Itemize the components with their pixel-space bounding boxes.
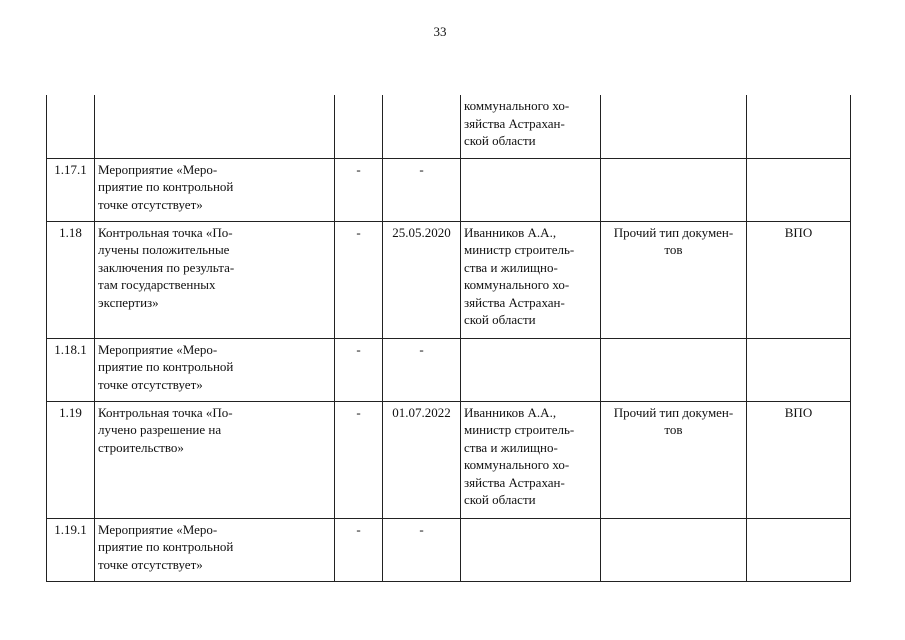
page-number: 33	[433, 24, 447, 39]
responsible-cell	[461, 95, 601, 158]
responsible-cell	[461, 338, 601, 401]
event-name-cell-line: точке отсутствует»	[98, 376, 203, 392]
event-name-cell-line: приятие по контрольной	[98, 539, 234, 554]
control-level-cell	[747, 338, 851, 401]
table-row	[47, 401, 851, 518]
responsible-cell-line: коммунального хо-	[464, 457, 570, 472]
event-name-cell	[95, 401, 335, 518]
responsible-cell-line: зяйства Астрахан-	[464, 294, 565, 310]
document-type-cell	[601, 95, 747, 158]
start-date-cell: -	[335, 401, 383, 518]
document-type-cell	[601, 221, 747, 338]
event-name-cell	[95, 95, 335, 158]
responsible-cell-line: Иванников А.А.,	[464, 224, 557, 240]
control-level-cell: ВПО	[747, 401, 851, 518]
event-name-cell-line: лучено разрешение на	[98, 422, 222, 437]
table-row	[47, 95, 851, 158]
document-type-cell	[601, 401, 747, 518]
responsible-cell	[461, 221, 601, 338]
document-type-cell-line: тов	[664, 242, 683, 257]
start-date-cell: -	[335, 518, 383, 581]
event-name-cell	[95, 518, 335, 581]
responsible-cell	[461, 401, 601, 518]
event-name-cell-line: приятие по контрольной	[98, 359, 234, 374]
event-name-cell-line: лучены положительные	[98, 242, 230, 257]
document-type-cell	[601, 338, 747, 401]
row-number-cell: 1.19.1	[47, 518, 95, 581]
table-row	[47, 338, 851, 401]
responsible-cell-line: министр строитель-	[464, 242, 575, 257]
responsible-cell-line: ской области	[464, 492, 536, 507]
responsible-cell	[461, 518, 601, 581]
table-row	[47, 221, 851, 338]
control-points-table	[46, 95, 851, 582]
end-date-cell: 25.05.2020	[383, 221, 461, 338]
event-name-cell-line: Мероприятие «Меро-	[98, 161, 218, 177]
responsible-cell-line: Иванников А.А.,	[464, 404, 557, 420]
event-name-cell	[95, 221, 335, 338]
event-name-cell-line: заключения по результа-	[98, 259, 235, 275]
control-level-cell	[747, 158, 851, 221]
event-name-cell-line: Мероприятие «Меро-	[98, 521, 218, 537]
event-name-cell-line: точке отсутствует»	[98, 196, 203, 212]
responsible-cell-line: зяйства Астрахан-	[464, 115, 565, 131]
responsible-cell-line: коммунального хо-	[464, 98, 570, 113]
document-type-cell-line: тов	[664, 422, 683, 437]
event-name-cell	[95, 338, 335, 401]
start-date-cell	[335, 95, 383, 158]
row-number-cell	[47, 95, 95, 158]
table-row	[47, 158, 851, 221]
end-date-cell: -	[383, 158, 461, 221]
row-number-cell: 1.17.1	[47, 158, 95, 221]
event-name-cell	[95, 158, 335, 221]
start-date-cell: -	[335, 338, 383, 401]
event-name-cell-line: строительство»	[98, 439, 184, 455]
control-level-cell	[747, 95, 851, 158]
document-type-cell	[601, 518, 747, 581]
document-type-cell	[601, 158, 747, 221]
row-number-cell: 1.19	[47, 401, 95, 518]
responsible-cell-line: ства и жилищно-	[464, 259, 558, 275]
start-date-cell: -	[335, 221, 383, 338]
event-name-cell-line: Мероприятие «Меро-	[98, 341, 218, 357]
table-row	[47, 518, 851, 581]
responsible-cell-line: министр строитель-	[464, 422, 575, 437]
end-date-cell: -	[383, 518, 461, 581]
document-type-cell-line: Прочий тип докумен-	[613, 224, 734, 240]
event-name-cell-line: приятие по контрольной	[98, 179, 234, 194]
event-name-cell-line: там государственных	[98, 277, 216, 292]
document-type-cell-line: Прочий тип докумен-	[613, 404, 734, 420]
end-date-cell	[383, 95, 461, 158]
responsible-cell-line: коммунального хо-	[464, 277, 570, 292]
row-number-cell: 1.18	[47, 221, 95, 338]
event-name-cell-line: Контрольная точка «По-	[98, 224, 233, 240]
control-level-cell: ВПО	[747, 221, 851, 338]
event-name-cell-line: Контрольная точка «По-	[98, 404, 233, 420]
control-level-cell	[747, 518, 851, 581]
start-date-cell: -	[335, 158, 383, 221]
responsible-cell-line: зяйства Астрахан-	[464, 474, 565, 490]
responsible-cell-line: ской области	[464, 312, 536, 327]
event-name-cell-line: точке отсутствует»	[98, 556, 203, 572]
responsible-cell-line: ской области	[464, 133, 536, 148]
end-date-cell: -	[383, 338, 461, 401]
row-number-cell: 1.18.1	[47, 338, 95, 401]
responsible-cell	[461, 158, 601, 221]
responsible-cell-line: ства и жилищно-	[464, 439, 558, 455]
event-name-cell-line: экспертиз»	[98, 294, 159, 310]
end-date-cell: 01.07.2022	[383, 401, 461, 518]
